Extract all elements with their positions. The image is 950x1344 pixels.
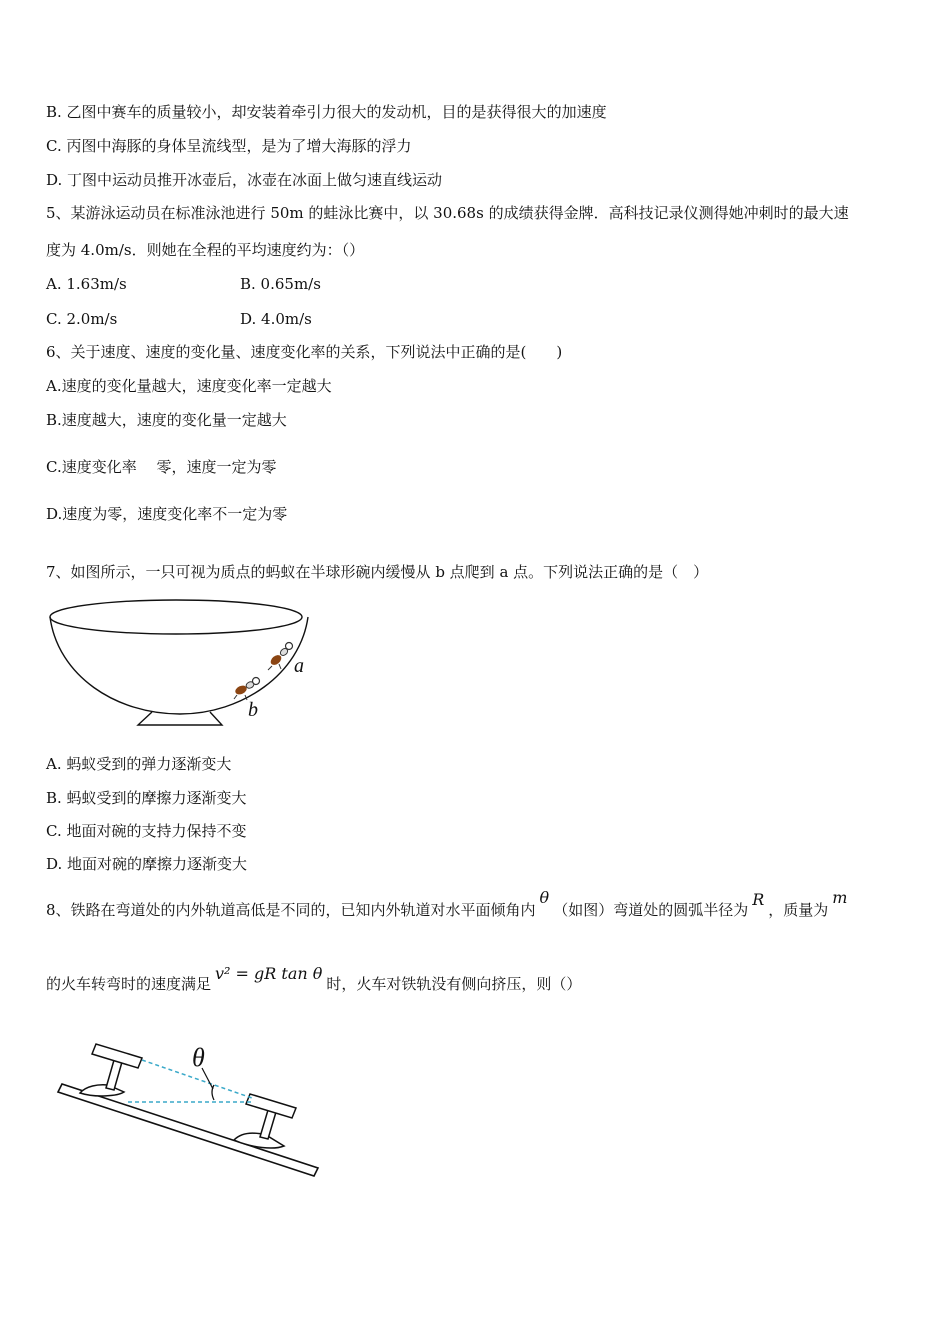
rail-figure (56, 1040, 326, 1185)
q7-stem: 7、如图所示，一只可视为质点的蚂蚁在半球形碗内缓慢从 b 点爬到 a 点。下列说法正确的是（ ） (46, 563, 709, 581)
q8-stem-part3: ，质量为 (768, 901, 829, 919)
q5-option-c: C. 2.0m/s (46, 310, 118, 328)
q6-option-b: B.速度越大，速度的变化量一定越大 (46, 411, 287, 429)
q5-option-a: A. 1.63m/s (46, 275, 127, 293)
point-label-a: a (294, 655, 304, 677)
q8-stem-part2: （如图）弯道处的圆弧半径为 (553, 901, 749, 919)
q5-stem-line2: 度为 4.0m/s．则她在全程的平均速度约为：（） (46, 241, 365, 259)
q6-option-a: A.速度的变化量越大，速度变化率一定越大 (46, 377, 332, 395)
ant-icon-a (268, 643, 293, 671)
q8-stem-line1 (46, 888, 848, 920)
q8-stem-line2 (46, 964, 582, 994)
speed-formula: v² = gR tan θ (215, 964, 323, 983)
rail-base-plate (58, 1084, 318, 1176)
outer-rail (80, 1044, 142, 1096)
symbol-theta: θ (539, 888, 550, 907)
symbol-r: R (752, 890, 765, 909)
q4-option-b: B. 乙图中赛车的质量较小，却安装着牵引力很大的发动机，目的是获得很大的加速度 (46, 103, 607, 121)
symbol-m: m (832, 888, 848, 907)
q7-option-d: D. 地面对碗的摩擦力逐渐变大 (46, 855, 248, 873)
bowl-figure (46, 596, 316, 731)
q5-option-b: B. 0.65m/s (240, 275, 321, 293)
q7-option-c: C. 地面对碗的支持力保持不变 (46, 822, 247, 840)
q5-option-d: D. 4.0m/s (240, 310, 312, 328)
q6-option-c: C.速度变化率 零，速度一定为零 (46, 458, 277, 476)
q8-line2-part1: 的火车转弯时的速度满足 (46, 975, 212, 993)
point-label-b: b (248, 699, 258, 721)
q4-option-d: D. 丁图中运动员推开冰壶后，冰壶在冰面上做匀速直线运动 (46, 171, 443, 189)
bowl-body (50, 617, 308, 714)
q5-stem-line1: 5、某游泳运动员在标准泳池进行 50m 的蛙泳比赛中，以 30.68s 的成绩获得金牌．高科技记录仪测得她冲刺时的最大速 (46, 204, 849, 222)
q4-option-c: C. 丙图中海豚的身体呈流线型，是为了增大海豚的浮力 (46, 137, 412, 155)
q6-stem: 6、关于速度、速度的变化量、速度变化率的关系，下列说法中正确的是( ) (46, 343, 563, 361)
q6-option-d: D.速度为零，速度变化率不一定为零 (46, 505, 288, 523)
bowl-rim (50, 600, 302, 634)
ant-icon-b (234, 678, 260, 701)
q7-option-a: A. 蚂蚁受到的弹力逐渐变大 (46, 755, 232, 773)
angle-label-theta: θ (192, 1043, 205, 1072)
q8-stem-part1: 8、铁路在弯道处的内外轨道高低是不同的，已知内外轨道对水平面倾角内 (46, 901, 536, 919)
q7-option-b: B. 蚂蚁受到的摩擦力逐渐变大 (46, 789, 247, 807)
q8-line2-part2: 时，火车对铁轨没有侧向挤压，则（） (326, 975, 582, 993)
